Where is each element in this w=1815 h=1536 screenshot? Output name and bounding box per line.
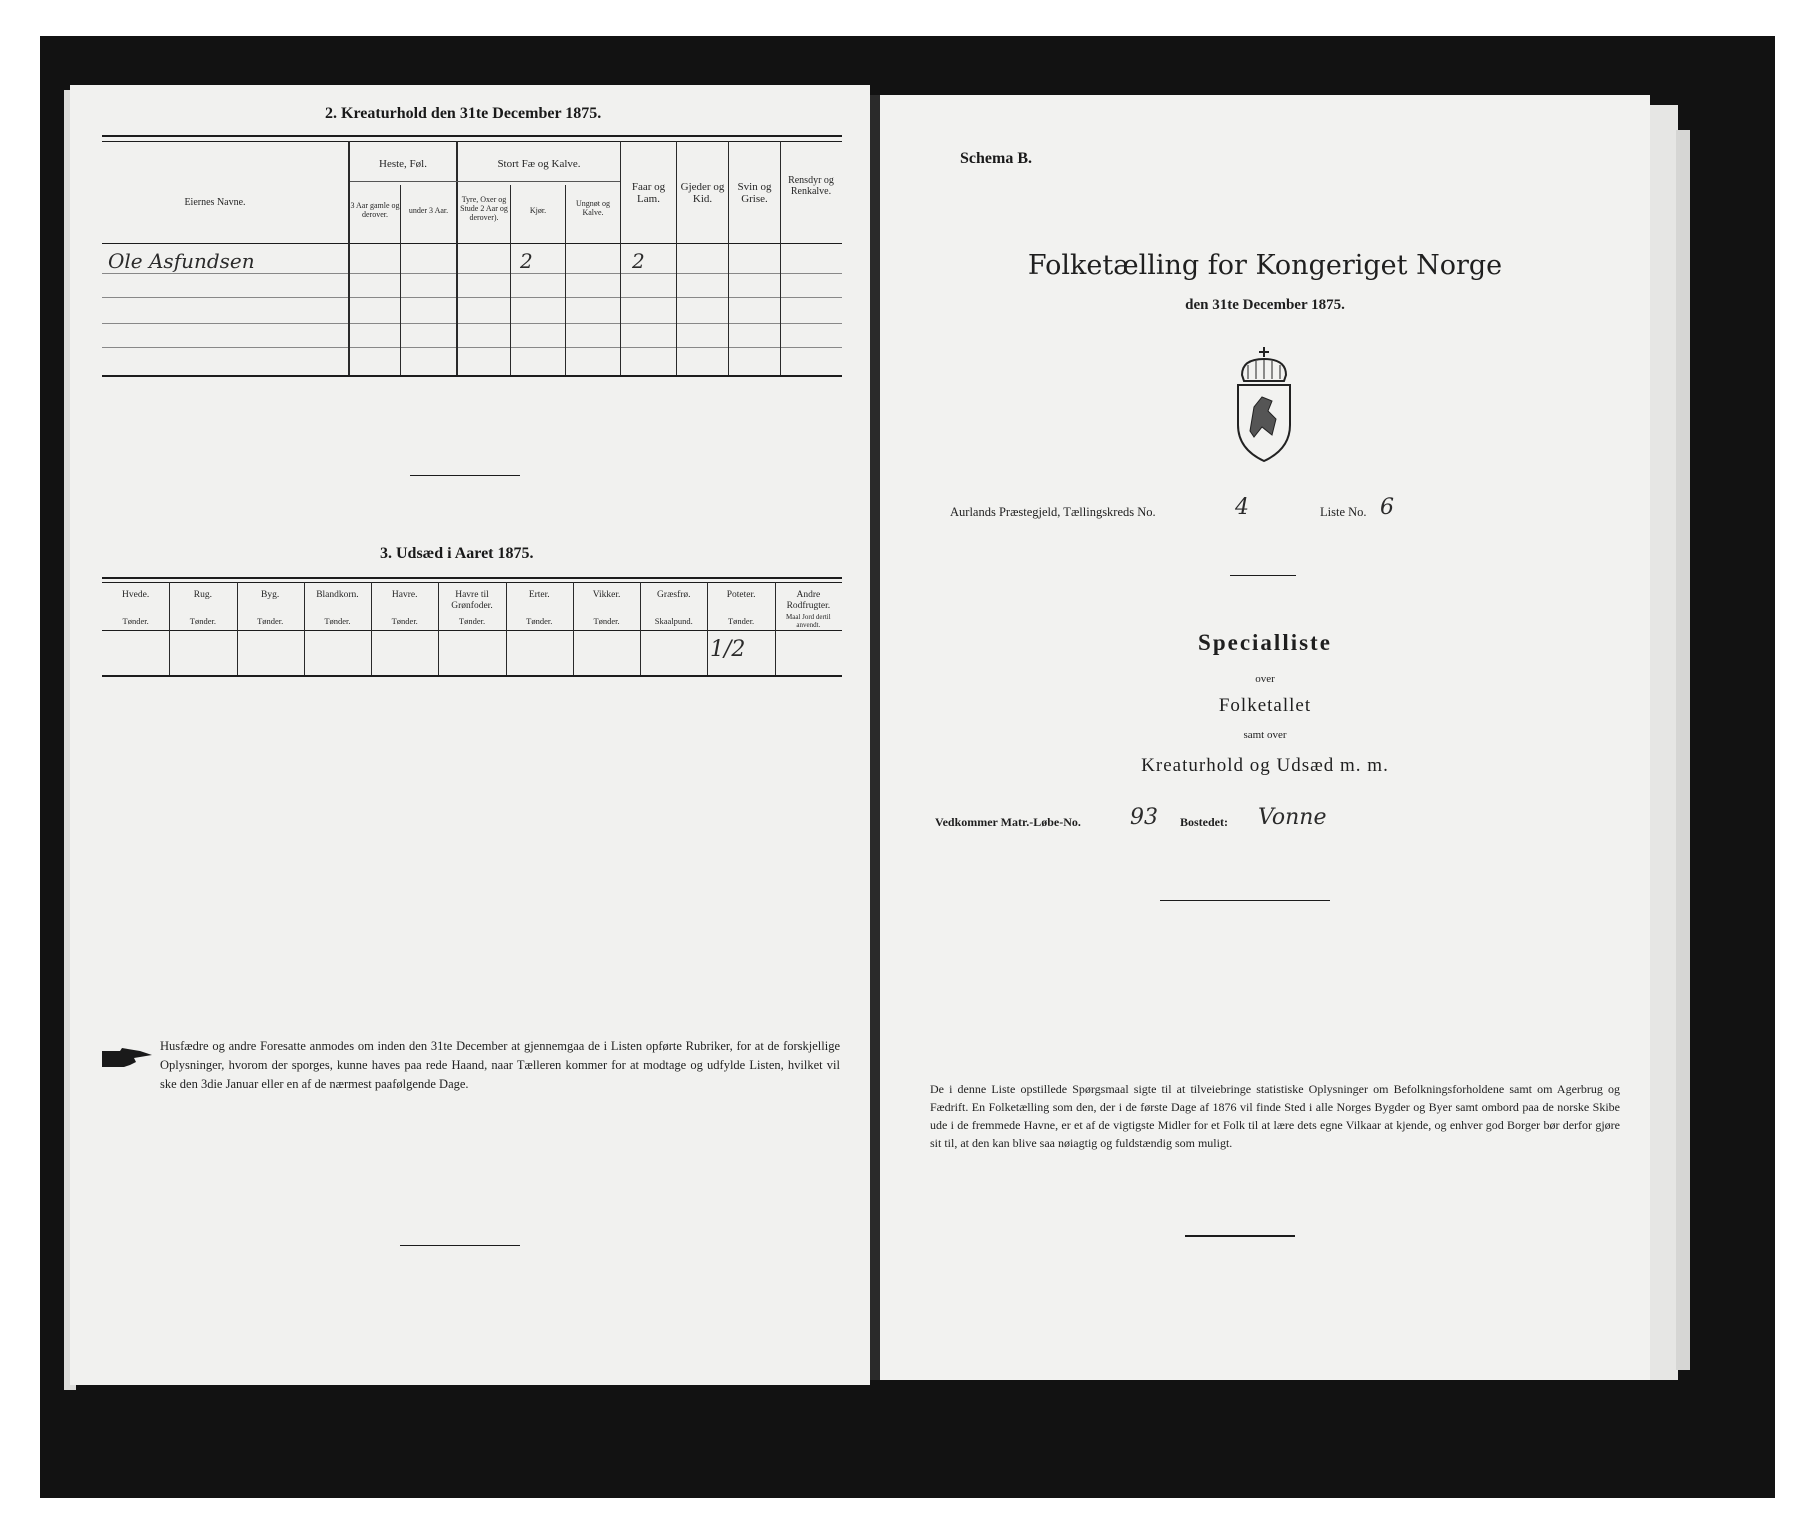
udsaed-col-name: Havre.	[391, 590, 418, 600]
folketallet-title: Folketallet	[1218, 695, 1312, 716]
divider	[1230, 575, 1296, 576]
table2-subheader-rule	[350, 181, 620, 182]
table2-col	[456, 141, 458, 375]
udsaed-col-name: Havre til Grønfoder.	[451, 590, 493, 611]
udsaed-col-name: Rug.	[193, 590, 212, 600]
table2-col	[348, 141, 350, 375]
notice-text: Husfædre og andre Foresatte anmodes om inden den 31te December at gjennemgaa de i Listen opførte Rubriker, for at de forskjellige Oplysninger, hvorom der sporges, kunne haves paa rede Haand, naar Tælleren kommer for at modtage og udfylde Listen, hvilket vil ske den 3die Januar eller en af de nærmest paafølgende Dage.	[160, 1039, 840, 1091]
table3-top-rule-2	[102, 582, 842, 583]
kreaturhold-title: Kreaturhold og Udsæd m. m.	[1141, 755, 1389, 776]
over-text: over	[1255, 673, 1275, 685]
udsaed-col-name: Erter.	[528, 590, 550, 600]
header-sheep: Faar og Lam.	[631, 181, 666, 205]
table2-col	[728, 141, 729, 375]
header-cattle-sub1: Tyre, Oxer og Stude 2 Aar og derover).	[460, 195, 508, 222]
header-horses-sub1: 3 Aar gamle og derover.	[350, 201, 400, 219]
udsaed-col-unit: Maal Jord dertil anvendt.	[785, 613, 831, 629]
table3-top-rule	[102, 577, 842, 579]
left-page	[70, 85, 870, 1385]
table2-header-rule	[102, 243, 842, 244]
header-owner: Eiernes Navne.	[184, 197, 246, 208]
right-page-edge-back	[1676, 130, 1690, 1370]
table3-bottom-rule	[102, 675, 842, 677]
list-number: 6	[1380, 495, 1394, 520]
right-page	[880, 95, 1650, 1380]
bosted-value: Vonne	[1258, 805, 1327, 830]
potatoes-value: 1/2	[710, 637, 746, 662]
header-cattle-sub2: Kjør.	[529, 206, 547, 215]
udsaed-col-unit: Skaalpund.	[654, 616, 693, 626]
table2-top-rule-2	[102, 141, 842, 142]
coat-of-arms-icon	[1228, 345, 1300, 465]
sheep-value: 2	[632, 249, 645, 273]
divider-bottom	[400, 1245, 520, 1246]
samt-over-text: samt over	[1243, 729, 1287, 741]
census-date: den 31te December 1875.	[1185, 297, 1345, 313]
udsaed-col-name: Poteter.	[726, 590, 756, 600]
table2-row-rule	[102, 347, 842, 348]
divider-bottom	[1185, 1235, 1295, 1237]
table2-row-rule	[102, 323, 842, 324]
book-gutter	[870, 95, 880, 1380]
udsaed-col-unit: Tønder.	[324, 616, 351, 626]
explanation-paragraph: De i denne Liste opstillede Spørgsmaal sigte til at tilveiebringe statistiske Oplysninger om Befolkningsforholdene samt om Agerbrug og Fædrift. En Folketælling som den, der i de første Dage af 1876 vil finde Sted i alle Norges Bygder og Byer samt ombord paa de norske Skibe ude i de fremmede Havne, er et af de vigtigste Midler for et Folk til at lære dets egne Vilkaar at kjende, og enhver god Borger bør derfor gjøre sit til, at den kan blive saa nøiagtig og fuldstændig som muligt.	[930, 1082, 1620, 1150]
section3-title: 3. Udsæd i Aaret 1875.	[380, 545, 534, 562]
udsaed-col-unit: Tønder.	[526, 616, 553, 626]
header-horses: Heste, Føl.	[379, 158, 427, 170]
list-label: Liste No.	[1320, 505, 1367, 519]
udsaed-col-name: Græsfrø.	[657, 590, 691, 600]
udsaed-col-unit: Tønder.	[593, 616, 620, 626]
section2-title: 2. Kreaturhold den 31te December 1875.	[325, 105, 602, 122]
header-reindeer: Rensdyr og Renkalve.	[788, 175, 834, 197]
table2-top-rule	[102, 135, 842, 137]
header-cattle-sub3: Ungnøt og Kalve.	[576, 199, 610, 217]
udsaed-col-unit: Tønder.	[189, 616, 216, 626]
table2-bottom-rule	[102, 375, 842, 377]
matr-label: Vedkommer Matr.-Løbe-No.	[935, 815, 1081, 829]
table2-row-rule	[102, 273, 842, 274]
divider	[1160, 900, 1330, 901]
table2-col	[620, 141, 621, 375]
table3-header-rule	[102, 630, 842, 631]
udsaed-col-name: Blandkorn.	[316, 590, 359, 600]
udsaed-col-unit: Tønder.	[458, 616, 486, 626]
cows-value: 2	[520, 249, 533, 273]
matr-number: 93	[1130, 805, 1158, 830]
udsaed-col-name: Vikker.	[592, 590, 621, 600]
parish-label: Aurlands Præstegjeld, Tællingskreds No.	[950, 505, 1156, 519]
table2-row-rule	[102, 297, 842, 298]
district-number: 4	[1235, 495, 1249, 520]
udsaed-col-name: Andre Rodfrugter.	[786, 590, 831, 611]
header-goats: Gjeder og Kid.	[680, 181, 725, 205]
right-page-edge	[1650, 105, 1678, 1380]
udsaed-col-name: Byg.	[261, 590, 280, 600]
udsaed-col-name: Hvede.	[122, 590, 150, 600]
owner-name: Ole Asfundsen	[108, 249, 255, 273]
divider	[410, 475, 520, 476]
header-pigs: Svin og Grise.	[737, 181, 772, 205]
table2-col	[676, 141, 677, 375]
udsaed-col-unit: Tønder.	[727, 616, 755, 626]
specialliste-title: Specialliste	[1198, 630, 1332, 655]
udsaed-col-unit: Tønder.	[257, 616, 284, 626]
header-cattle: Stort Fæ og Kalve.	[497, 158, 581, 170]
main-title: Folketælling for Kongeriget Norge	[1027, 250, 1503, 281]
udsaed-col-unit: Tønder.	[122, 616, 149, 626]
pointing-hand-icon	[100, 1045, 154, 1071]
bosted-label: Bostedet:	[1180, 815, 1228, 829]
schema-label: Schema B.	[960, 150, 1032, 167]
header-horses-sub2: under 3 Aar.	[408, 206, 449, 215]
udsaed-col-unit: Tønder.	[391, 616, 418, 626]
